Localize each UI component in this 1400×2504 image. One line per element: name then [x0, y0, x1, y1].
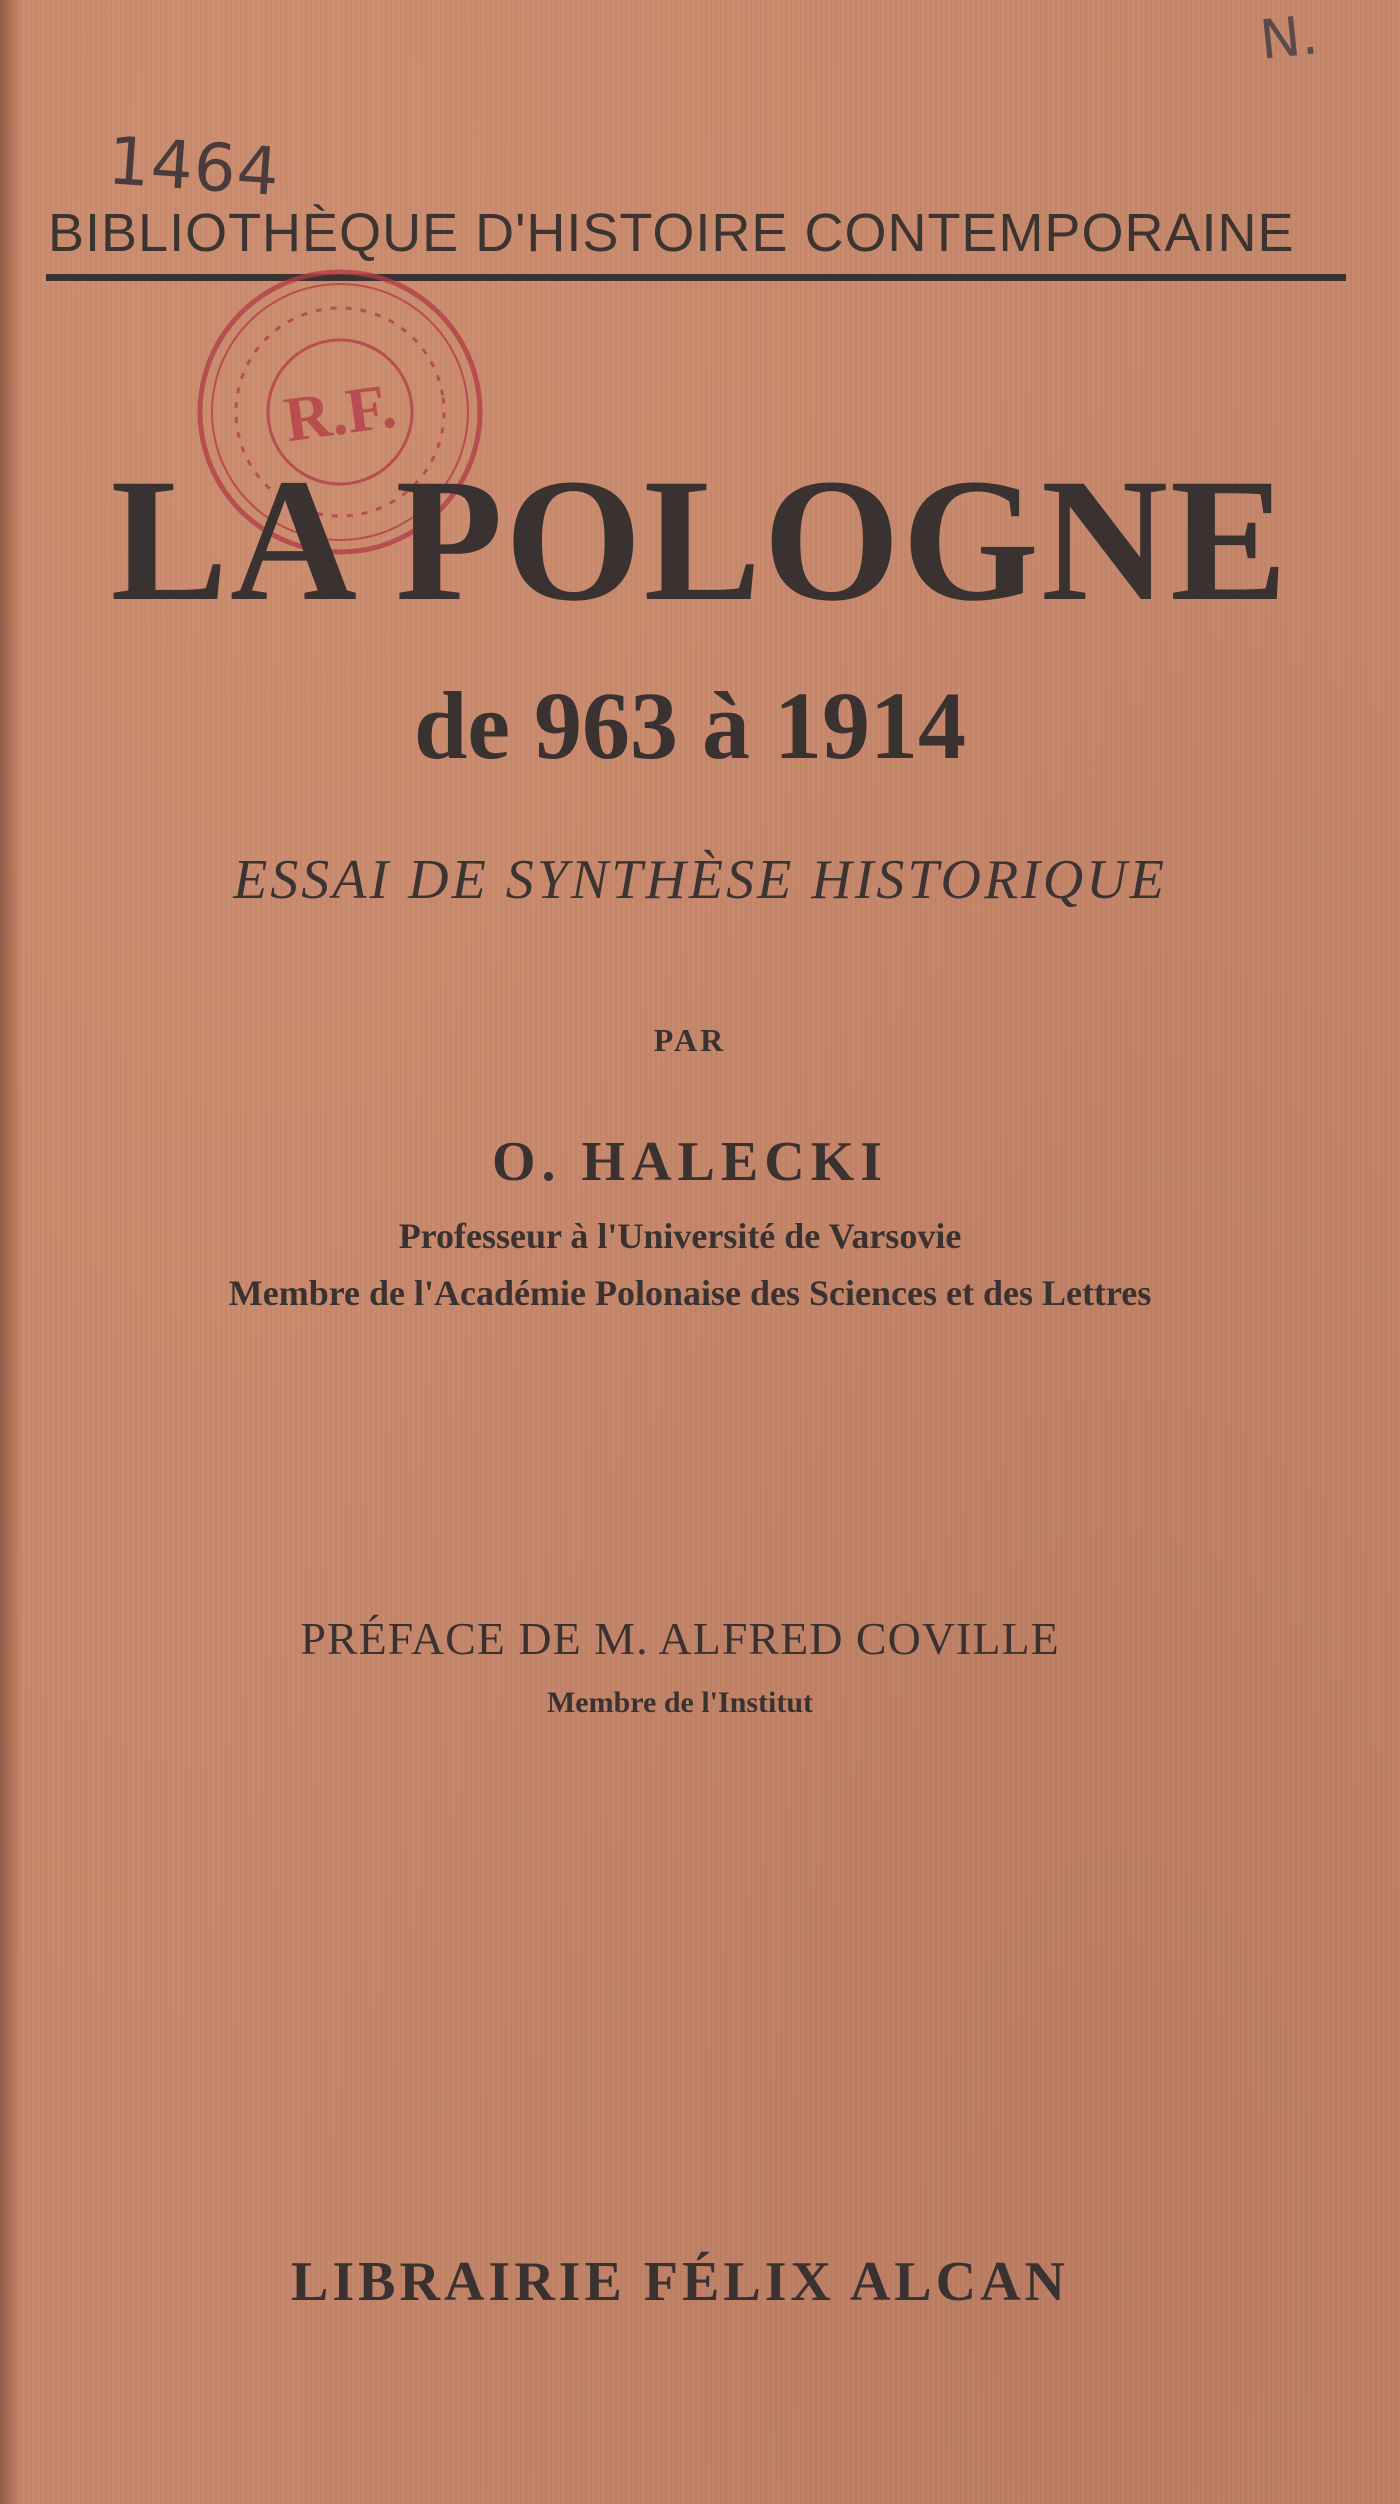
corner-handwritten-mark: N.	[1256, 3, 1321, 72]
book-subtitle: de 963 à 1914	[414, 672, 966, 779]
preface-line: PRÉFACE DE M. ALFRED COVILLE	[300, 1613, 1060, 1664]
publisher-name: LIBRAIRIE FÉLIX ALCAN	[291, 2251, 1069, 2313]
book-tagline: ESSAI DE SYNTHÈSE HISTORIQUE	[233, 849, 1167, 911]
preface-affiliation: Membre de l'Institut	[546, 1686, 814, 1719]
author-affiliation-1: Professeur à l'Université de Varsovie	[398, 1216, 962, 1256]
author-affiliation-2: Membre de l'Académie Polonaise des Sciences et des Lettres	[228, 1273, 1152, 1313]
author-name: O. HALECKI	[491, 1131, 889, 1193]
stamp-text: R.F.	[279, 369, 401, 456]
series-title: BIBLIOTHÈQUE D'HISTOIRE CONTEMPORAINE	[48, 203, 1295, 263]
book-title: LA POLOGNE	[110, 443, 1290, 638]
by-label: PAR	[653, 1022, 727, 1058]
handwritten-shelf-number: 1464	[105, 122, 283, 211]
